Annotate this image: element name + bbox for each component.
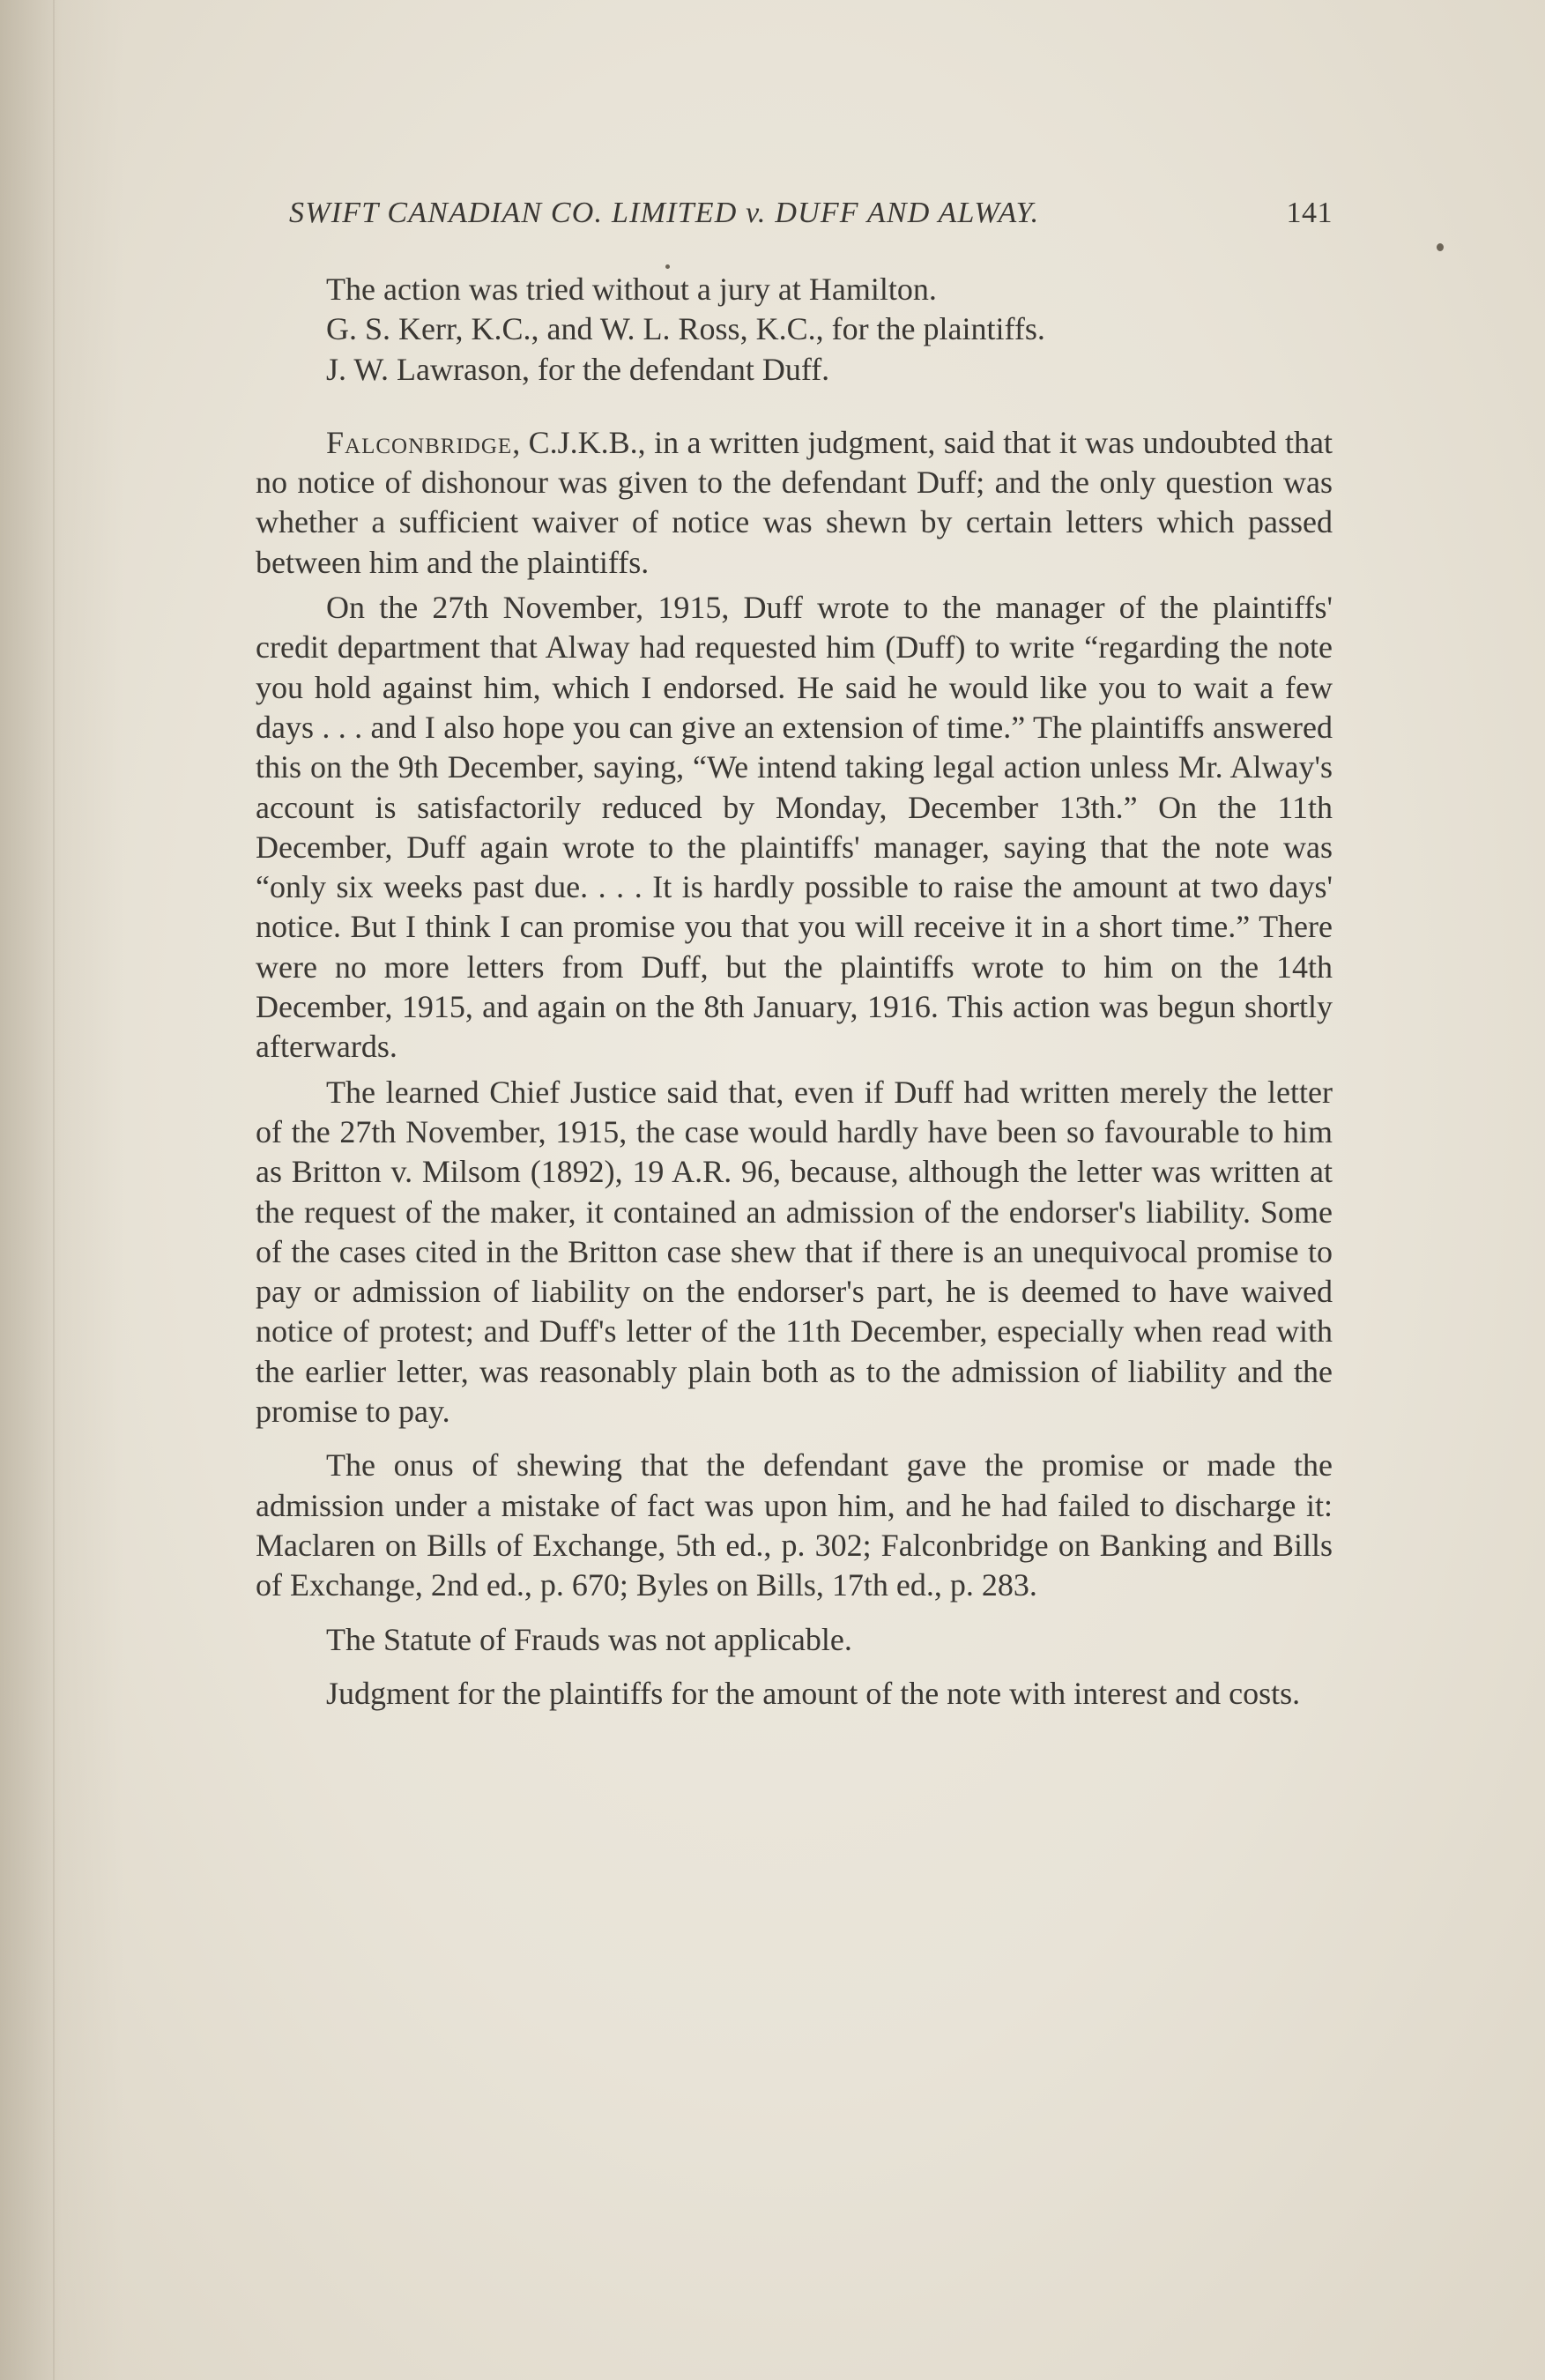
judgment-opening-text: , C.J.K.B., in a written judgment, said that it was undoubted that no notice of dishonour was given to the defendant Duff; and the only question was whether a sufficient waiver of notice was shewn by certain letters which passed between him and the plaintiffs. — [256, 424, 1333, 580]
disposition-paragraph: Judgment for the plaintiffs for the amount of the note with interest and costs. — [326, 1675, 1301, 1711]
running-header — [289, 194, 1333, 233]
statute-paragraph: The Statute of Frauds was not applicable. — [326, 1621, 852, 1657]
judgment-body — [256, 423, 1333, 1714]
plaintiffs-counsel: G. S. Kerr, K.C., and W. L. Ross, K.C., for the plaintiffs. — [326, 311, 1045, 347]
page-number: 141 — [1286, 197, 1333, 229]
trial-note: The action was tried without a jury at Hamilton. — [326, 271, 937, 307]
defendant-counsel: J. W. Lawrason, for the defendant Duff. — [326, 351, 830, 387]
page-crease — [53, 0, 55, 2380]
running-header-title: SWIFT CANADIAN CO. LIMITED v. DUFF AND ALWAY. — [289, 197, 1040, 229]
letters-paragraph: On the 27th November, 1915, Duff wrote to the manager of the plaintiffs' credit department that Alway had requested him (Duff) to write “regarding the note you hold against him, which I endorsed. He said he would like you to wait a few days . . . and I also hope you can give an extension of time.” The plaintiffs answered this on the 9th December, saying, “We intend taking legal action unless Mr. Alway's account is satisfactorily reduced by Monday, December 13th.” On the 11th December, Duff again wrote to the plaintiffs' manager, saying that the note was “only six weeks past due. . . . It is hardly possible to raise the amount at two days' notice. But I think I can promise you that you will receive it in a short time.” There were no more letters from Duff, but the plaintiffs wrote to him on the 14th December, 1915, and again on the 8th January, 1916. This action was begun shortly afterwards. — [256, 590, 1333, 1065]
section-gap — [256, 390, 1333, 423]
counsel-block — [256, 270, 1333, 390]
binding-gutter-shadow — [0, 0, 123, 2380]
reasoning-paragraph: The learned Chief Justice said that, even if Duff had written merely the letter of the 27th November, 1915, the case would hardly have been so favourable to him as Britton v. Milsom (1892), 19 A.R. 96, because, although the letter was written at the request of the maker, it contained an admission of the endorser's liability. Some of the cases cited in the Britton case shew that if there is an unequivocal promise to pay or admission of liability on the endorser's part, he is deemed to have waived notice of protest; and Duff's letter of the 11th December, especially when read with the earlier letter, was reasonably plain both as to the admission of liability and the promise to pay. — [256, 1074, 1333, 1430]
judgment-opening-paragraph — [256, 423, 1333, 583]
judge-name: Falconbridge — [326, 424, 513, 460]
text-block — [256, 194, 1333, 1714]
ink-speck — [1437, 243, 1444, 251]
onus-paragraph: The onus of shewing that the defendant gave the promise or made the admission under a mistake of fact was upon him, and he had failed to discharge it: Maclaren on Bills of Exchange, 5th ed., p. 302; Falconbridge on Banking and Bills of Exchange, 2nd ed., p. 670; Byles on Bills, 17th ed., p. 283. — [256, 1447, 1333, 1603]
